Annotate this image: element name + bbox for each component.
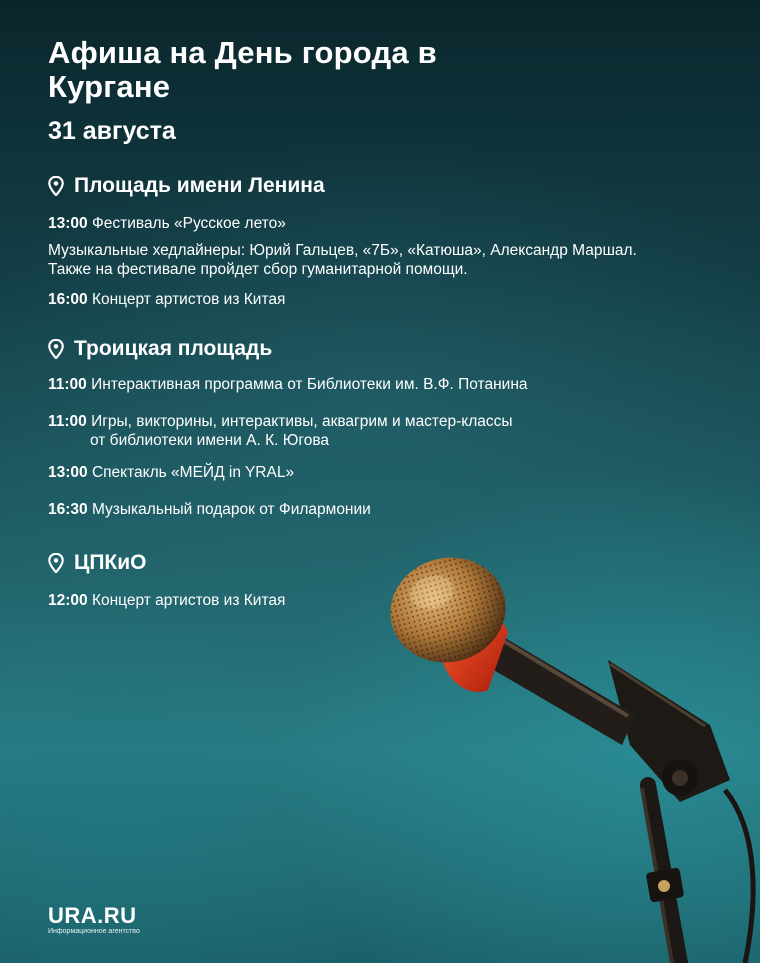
event-text: Спектакль «МЕЙД in YRAL» bbox=[91, 464, 295, 481]
event-time: 13:00 bbox=[48, 215, 88, 232]
event-note-line: Также на фестивале пройдет сбор гуманитарной помощи. bbox=[48, 261, 468, 278]
location-pin-icon bbox=[48, 553, 64, 573]
venue-name: Площадь имени Ленина bbox=[74, 174, 325, 197]
event-time: 12:00 bbox=[48, 592, 88, 609]
event-time: 13:00 bbox=[48, 464, 88, 481]
venue-heading-lenin-square bbox=[48, 174, 325, 198]
event-note bbox=[48, 241, 728, 279]
event-note-line: Музыкальные хедлайнеры: Юрий Гальцев, «7Б», «Катюша», Александр Маршал. bbox=[48, 242, 637, 259]
event-text: Фестиваль «Русское лето» bbox=[91, 215, 286, 232]
event-time: 16:00 bbox=[48, 291, 88, 308]
location-pin-icon bbox=[48, 339, 64, 359]
venue-name: ЦПКиО bbox=[74, 551, 147, 574]
microphone-illustration bbox=[380, 540, 760, 963]
venue-name: Троицкая площадь bbox=[74, 337, 273, 360]
event-item bbox=[48, 463, 294, 482]
event-date: 31 августа bbox=[48, 117, 176, 145]
poster-title: Афиша на День города в Кургане bbox=[48, 35, 437, 104]
venue-heading-park bbox=[48, 551, 147, 575]
ura-ru-logo bbox=[48, 905, 140, 936]
event-item bbox=[48, 214, 286, 233]
event-text: Интерактивная программа от Библиотеки им. В.Ф. Потанина bbox=[91, 376, 528, 393]
logo-brand: URA.RU bbox=[48, 903, 137, 928]
event-time: 16:30 bbox=[48, 501, 88, 518]
event-text: Концерт артистов из Китая bbox=[91, 291, 286, 308]
event-text: Игры, викторины, интерактивы, аквагрим и мастер-классы bbox=[91, 413, 513, 430]
event-item bbox=[48, 412, 513, 450]
event-text: Музыкальный подарок от Филармонии bbox=[91, 501, 371, 518]
location-pin-icon bbox=[48, 176, 64, 196]
event-item bbox=[48, 591, 285, 610]
logo-tagline: Информационное агентство bbox=[48, 928, 140, 935]
event-time: 11:00 bbox=[48, 376, 87, 393]
event-item bbox=[48, 500, 371, 519]
event-item bbox=[48, 290, 285, 309]
event-time: 11:00 bbox=[48, 413, 87, 430]
venue-heading-troitskaya-square bbox=[48, 337, 272, 361]
event-text: Концерт артистов из Китая bbox=[91, 592, 286, 609]
event-text-continued: от библиотеки имени А. К. Югова bbox=[90, 432, 330, 449]
event-item bbox=[48, 375, 528, 394]
